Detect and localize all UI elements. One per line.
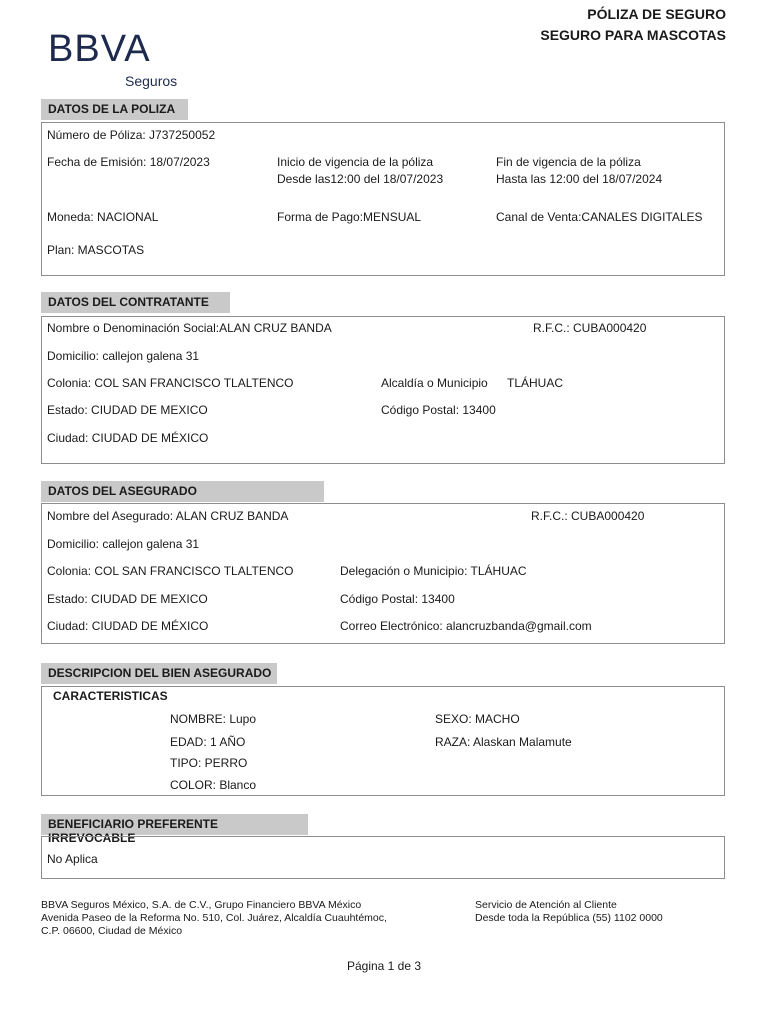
insured-address: Domicilio: callejon galena 31 <box>47 537 200 551</box>
payment-method: Forma de Pago:MENSUAL <box>277 210 422 224</box>
issue-date: Fecha de Emisión: 18/07/2023 <box>47 155 210 169</box>
contractor-city: Ciudad: CIUDAD DE MÉXICO <box>47 431 209 445</box>
currency: Moneda: NACIONAL <box>47 210 159 224</box>
sales-channel: Canal de Venta:CANALES DIGITALES <box>496 210 703 224</box>
characteristics-heading: CARACTERISTICAS <box>53 689 168 703</box>
beneficiary-value: No Aplica <box>47 852 98 866</box>
coverage-end-label: Fin de vigencia de la póliza <box>496 155 641 169</box>
coverage-start-label: Inicio de vigencia de la póliza <box>277 155 434 169</box>
logo-wordmark: BBVA <box>48 28 151 70</box>
insured-postal-code: Código Postal: 13400 <box>340 592 455 606</box>
contractor-address: Domicilio: callejon galena 31 <box>47 349 200 363</box>
pet-breed: RAZA: Alaskan Malamute <box>435 735 572 749</box>
document-title: PÓLIZA DE SEGURO <box>587 6 726 22</box>
footer-company-info: BBVA Seguros México, S.A. de C.V., Grupo Financiero BBVA México Avenida Paseo de la Reforma No. 510, Col. Juárez, Alcaldía Cuauhtémoc, C.P. 06600, Ciudad de México <box>41 899 387 937</box>
insured-email: Correo Electrónico: alancruzbanda@gmail.com <box>340 619 592 633</box>
section-title-asegurado: DATOS DEL ASEGURADO <box>41 481 324 502</box>
contractor-alcaldia-label: Alcaldía o Municipio <box>381 376 488 390</box>
insured-name: Nombre del Asegurado: ALAN CRUZ BANDA <box>47 509 289 523</box>
pet-age: EDAD: 1 AÑO <box>170 735 246 749</box>
contractor-alcaldia-value: TLÁHUAC <box>507 376 564 390</box>
insured-delegacion: Delegación o Municipio: TLÁHUAC <box>340 564 527 578</box>
pet-color: COLOR: Blanco <box>170 778 257 792</box>
coverage-start-value: Desde las12:00 del 18/07/2023 <box>277 172 444 186</box>
bbva-seguros-logo <box>48 28 188 92</box>
contractor-rfc: R.F.C.: CUBA000420 <box>533 321 647 335</box>
pet-name: NOMBRE: Lupo <box>170 712 257 726</box>
section-title-contratante: DATOS DEL CONTRATANTE <box>41 292 230 313</box>
pet-type: TIPO: PERRO <box>170 756 248 770</box>
contratante-box <box>41 316 725 464</box>
section-title-beneficiario: BENEFICIARIO PREFERENTE IRREVOCABLE <box>41 814 308 835</box>
insured-city: Ciudad: CIUDAD DE MÉXICO <box>47 619 209 633</box>
policy-number: Número de Póliza: J737250052 <box>47 128 216 142</box>
footer-customer-service: Servicio de Atención al Cliente Desde toda la República (55) 1102 0000 <box>475 899 663 924</box>
contractor-colonia: Colonia: COL SAN FRANCISCO TLALTENCO <box>47 376 294 390</box>
page-number: Página 1 de 3 <box>346 959 422 973</box>
document-subtitle: SEGURO PARA MASCOTAS <box>540 27 726 43</box>
contractor-postal-code: Código Postal: 13400 <box>381 403 496 417</box>
pet-sex: SEXO: MACHO <box>435 712 520 726</box>
insured-rfc: R.F.C.: CUBA000420 <box>531 509 645 523</box>
plan: Plan: MASCOTAS <box>47 243 145 257</box>
contractor-name: Nombre o Denominación Social:ALAN CRUZ BANDA <box>47 321 332 335</box>
beneficiario-box <box>41 836 725 879</box>
insured-colonia: Colonia: COL SAN FRANCISCO TLALTENCO <box>47 564 294 578</box>
section-title-bien: DESCRIPCION DEL BIEN ASEGURADO <box>41 663 277 684</box>
logo-subtitle: Seguros <box>125 73 178 89</box>
bien-box <box>41 686 725 796</box>
poliza-box <box>41 122 725 276</box>
asegurado-box <box>41 503 725 644</box>
coverage-end-value: Hasta las 12:00 del 18/07/2024 <box>496 172 663 186</box>
insured-state: Estado: CIUDAD DE MEXICO <box>47 592 208 606</box>
contractor-state: Estado: CIUDAD DE MEXICO <box>47 403 208 417</box>
section-title-poliza: DATOS DE LA POLIZA <box>41 99 188 120</box>
